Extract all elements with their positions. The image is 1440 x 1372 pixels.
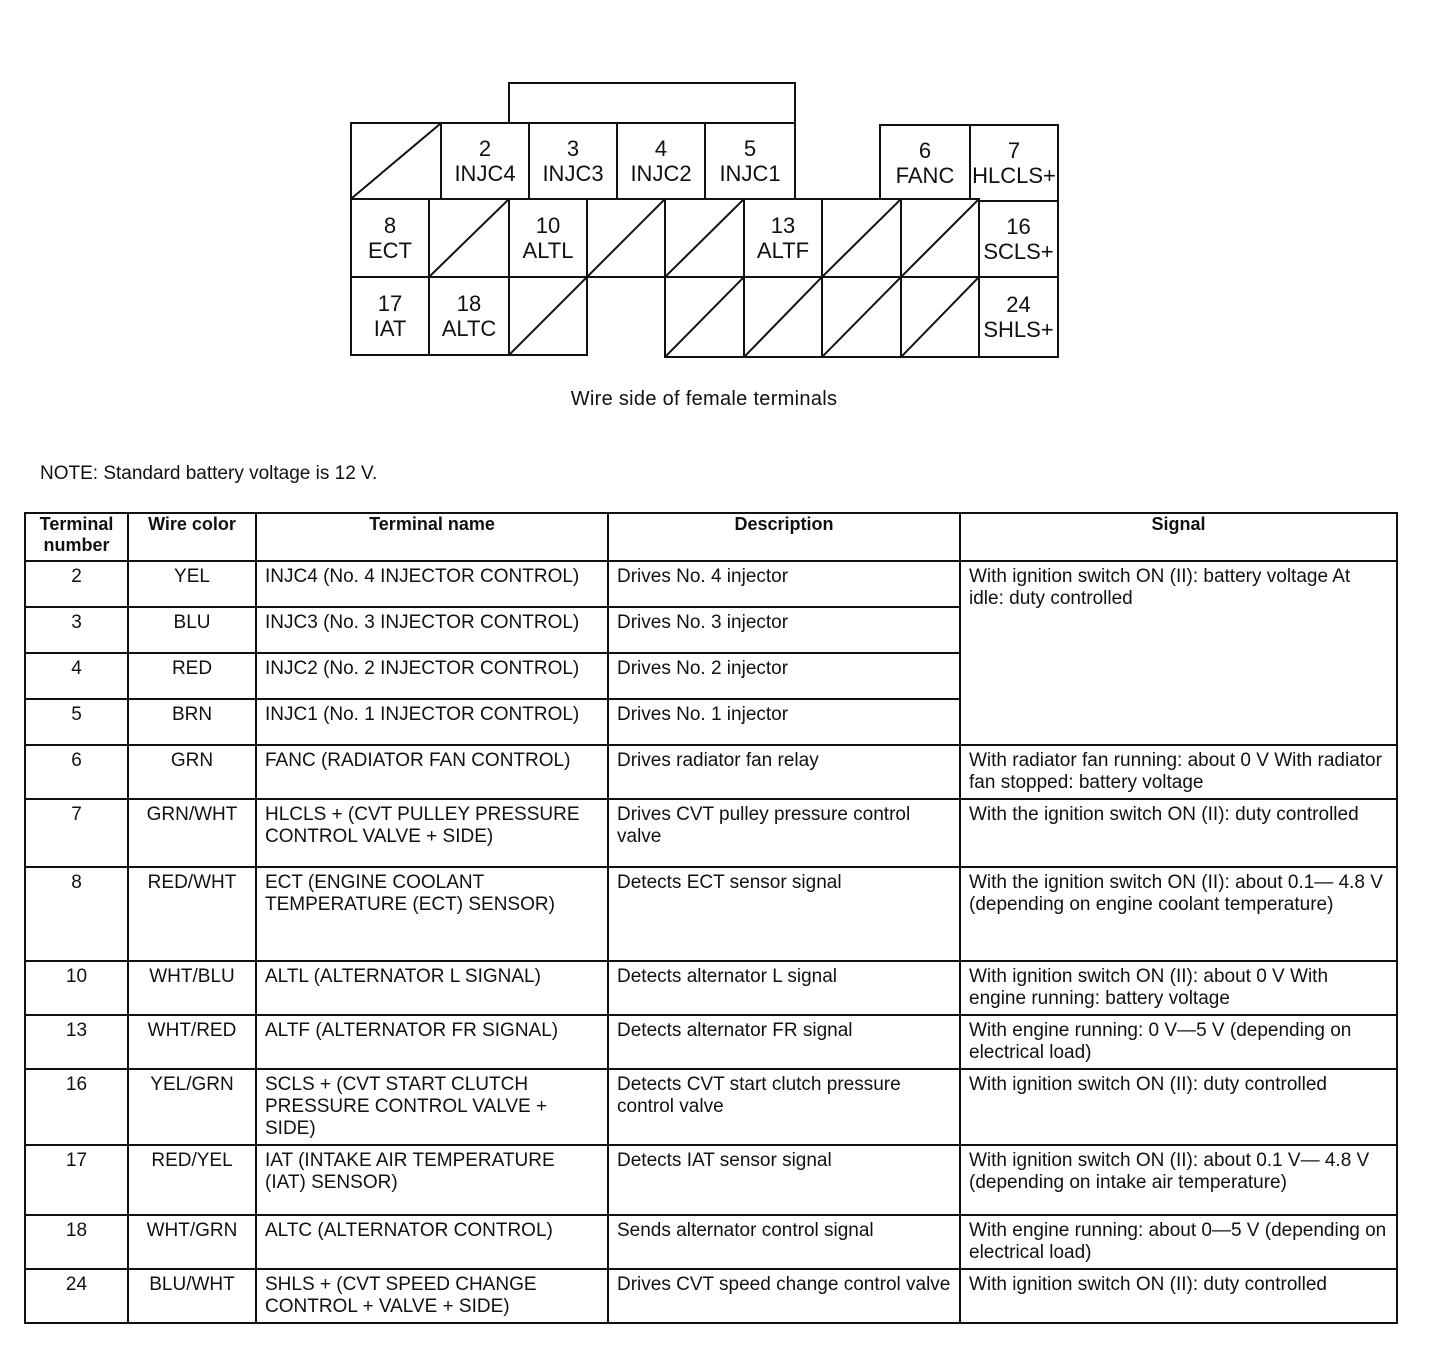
- cell-terminal-number: 7: [25, 799, 128, 867]
- cell-description: Drives radiator fan relay: [608, 745, 960, 799]
- cell-description: Drives CVT pulley pressure control valve: [608, 799, 960, 867]
- cell-terminal-number: 13: [25, 1015, 128, 1069]
- cell-description: Detects CVT start clutch pressure control valve: [608, 1069, 960, 1145]
- terminal-24: [978, 276, 1059, 358]
- cell-wire-color: BRN: [128, 699, 256, 745]
- battery-voltage-note: NOTE: Standard battery voltage is 12 V.: [40, 463, 378, 484]
- header-description: Description: [608, 513, 960, 561]
- terminal-3: [528, 122, 618, 200]
- terminal-number: 18: [456, 291, 482, 316]
- terminal-empty: [821, 276, 902, 358]
- cell-signal: With engine running: 0 V—5 V (depending on electrical load): [960, 1015, 1397, 1069]
- diagram-caption-text: Wire side of female terminals: [570, 388, 838, 410]
- terminal-18: [428, 276, 510, 356]
- cell-wire-color: YEL/GRN: [128, 1069, 256, 1145]
- terminal-6: [879, 124, 971, 202]
- terminal-label: ALTF: [756, 238, 810, 263]
- diagram-caption: [0, 388, 1440, 411]
- header-signal: Signal: [960, 513, 1397, 561]
- terminal-number: 10: [535, 213, 561, 238]
- terminal-8: [350, 198, 430, 278]
- cell-signal: With radiator fan running: about 0 V With radiator fan stopped: battery voltage: [960, 745, 1397, 799]
- terminal-label: INJC1: [719, 161, 781, 186]
- cell-terminal-number: 17: [25, 1145, 128, 1215]
- table-row: [25, 1145, 1397, 1215]
- cell-description: Drives No. 4 injector: [608, 561, 960, 607]
- cell-description: Detects ECT sensor signal: [608, 867, 960, 961]
- terminal-empty: [821, 198, 902, 278]
- terminal-number: 17: [377, 291, 403, 316]
- terminal-label: IAT: [373, 316, 407, 341]
- cell-terminal-number: 24: [25, 1269, 128, 1323]
- terminal-number: 5: [743, 136, 757, 161]
- cell-description: Drives CVT speed change control valve: [608, 1269, 960, 1323]
- terminal-number: 16: [1006, 214, 1031, 239]
- terminal-empty: [900, 198, 980, 278]
- terminal-5: [704, 122, 796, 200]
- terminal-number: 2: [478, 136, 492, 161]
- cell-signal: With ignition switch ON (II): battery voltage At idle: duty controlled: [960, 561, 1397, 745]
- terminal-empty: [664, 198, 745, 278]
- cell-wire-color: GRN: [128, 745, 256, 799]
- cell-wire-color: BLU: [128, 607, 256, 653]
- terminal-empty: [664, 276, 745, 358]
- cell-terminal-name: FANC (RADIATOR FAN CONTROL): [256, 745, 608, 799]
- table-row: [25, 799, 1397, 867]
- terminal-7: [969, 124, 1059, 202]
- terminal-number: 24: [1006, 292, 1031, 317]
- terminal-16: [978, 200, 1059, 278]
- table-row: [25, 1269, 1397, 1323]
- cell-description: Drives No. 1 injector: [608, 699, 960, 745]
- terminal-label: INJC3: [542, 161, 604, 186]
- terminal-4: [616, 122, 706, 200]
- header-terminal-number: Terminal number: [25, 513, 128, 561]
- cell-wire-color: RED/YEL: [128, 1145, 256, 1215]
- cell-terminal-name: SCLS + (CVT START CLUTCH PRESSURE CONTROL VALVE + SIDE): [256, 1069, 608, 1145]
- cell-description: Drives No. 3 injector: [608, 607, 960, 653]
- cell-terminal-number: 8: [25, 867, 128, 961]
- cell-terminal-number: 2: [25, 561, 128, 607]
- cell-wire-color: WHT/RED: [128, 1015, 256, 1069]
- header-terminal-name: Terminal name: [256, 513, 608, 561]
- cell-signal: With ignition switch ON (II): about 0.1 V— 4.8 V (depending on intake air temperature): [960, 1145, 1397, 1215]
- cell-signal: With the ignition switch ON (II): about 0.1— 4.8 V (depending on engine coolant temperature): [960, 867, 1397, 961]
- cell-description: Detects alternator FR signal: [608, 1015, 960, 1069]
- cell-terminal-number: 18: [25, 1215, 128, 1269]
- terminal-number: 4: [654, 136, 668, 161]
- terminal-empty: [743, 276, 823, 358]
- header-wire-color: Wire color: [128, 513, 256, 561]
- table-row: [25, 867, 1397, 961]
- terminal-empty: [508, 276, 588, 356]
- cell-description: Sends alternator control signal: [608, 1215, 960, 1269]
- connector-diagram: [0, 0, 1440, 420]
- terminal-number: 6: [918, 138, 932, 163]
- cell-signal: With engine running: about 0—5 V (depending on electrical load): [960, 1215, 1397, 1269]
- table-row: [25, 1015, 1397, 1069]
- terminal-label: ALTC: [441, 316, 497, 341]
- cell-terminal-name: IAT (INTAKE AIR TEMPERATURE (IAT) SENSOR): [256, 1145, 608, 1215]
- cell-description: Detects IAT sensor signal: [608, 1145, 960, 1215]
- cell-terminal-number: 3: [25, 607, 128, 653]
- cell-terminal-number: 5: [25, 699, 128, 745]
- table-row: [25, 745, 1397, 799]
- cell-terminal-name: ALTL (ALTERNATOR L SIGNAL): [256, 961, 608, 1015]
- cell-wire-color: WHT/GRN: [128, 1215, 256, 1269]
- cell-signal: With ignition switch ON (II): duty controlled: [960, 1269, 1397, 1323]
- cell-terminal-name: ECT (ENGINE COOLANT TEMPERATURE (ECT) SENSOR): [256, 867, 608, 961]
- cell-signal: With ignition switch ON (II): about 0 V With engine running: battery voltage: [960, 961, 1397, 1015]
- table-row: [25, 1069, 1397, 1145]
- terminal-label: INJC4: [454, 161, 516, 186]
- cell-terminal-name: HLCLS + (CVT PULLEY PRESSURE CONTROL VALVE + SIDE): [256, 799, 608, 867]
- cell-terminal-name: SHLS + (CVT SPEED CHANGE CONTROL + VALVE + SIDE): [256, 1269, 608, 1323]
- cell-wire-color: BLU/WHT: [128, 1269, 256, 1323]
- terminal-number: 3: [566, 136, 580, 161]
- terminal-number: 13: [770, 213, 796, 238]
- cell-terminal-number: 4: [25, 653, 128, 699]
- cell-wire-color: YEL: [128, 561, 256, 607]
- table-row: [25, 961, 1397, 1015]
- cell-signal: With the ignition switch ON (II): duty controlled: [960, 799, 1397, 867]
- cell-terminal-name: ALTC (ALTERNATOR CONTROL): [256, 1215, 608, 1269]
- cell-terminal-name: INJC2 (No. 2 INJECTOR CONTROL): [256, 653, 608, 699]
- cell-wire-color: RED: [128, 653, 256, 699]
- terminal-label: ALTL: [522, 238, 574, 263]
- terminal-13: [743, 198, 823, 278]
- terminal-label: SCLS+: [983, 239, 1054, 264]
- terminal-10: [508, 198, 588, 278]
- terminal-17: [350, 276, 430, 356]
- terminal-label: SHLS+: [983, 317, 1054, 342]
- cell-terminal-number: 6: [25, 745, 128, 799]
- terminal-label: INJC2: [630, 161, 692, 186]
- terminal-2: [440, 122, 530, 200]
- cell-signal: With ignition switch ON (II): duty controlled: [960, 1069, 1397, 1145]
- terminal-label: HLCLS+: [972, 163, 1056, 188]
- table-header-row: [25, 513, 1397, 561]
- cell-wire-color: RED/WHT: [128, 867, 256, 961]
- terminal-empty: [900, 276, 980, 358]
- cell-terminal-number: 10: [25, 961, 128, 1015]
- cell-terminal-name: INJC4 (No. 4 INJECTOR CONTROL): [256, 561, 608, 607]
- table-row: [25, 561, 1397, 607]
- terminal-label: FANC: [895, 163, 955, 188]
- terminal-empty: [350, 122, 442, 200]
- cell-terminal-name: INJC1 (No. 1 INJECTOR CONTROL): [256, 699, 608, 745]
- terminal-label: ECT: [368, 238, 412, 263]
- cell-terminal-name: ALTF (ALTERNATOR FR SIGNAL): [256, 1015, 608, 1069]
- cell-wire-color: GRN/WHT: [128, 799, 256, 867]
- cell-description: Drives No. 2 injector: [608, 653, 960, 699]
- terminal-empty: [586, 198, 666, 278]
- connector-lock-tab: [508, 82, 796, 124]
- cell-wire-color: WHT/BLU: [128, 961, 256, 1015]
- table-row: [25, 1215, 1397, 1269]
- terminal-number: 8: [383, 213, 397, 238]
- terminal-number: 7: [1007, 138, 1021, 163]
- terminal-empty: [428, 198, 510, 278]
- terminal-table: [24, 512, 1398, 1324]
- cell-terminal-name: INJC3 (No. 3 INJECTOR CONTROL): [256, 607, 608, 653]
- cell-terminal-number: 16: [25, 1069, 128, 1145]
- cell-description: Detects alternator L signal: [608, 961, 960, 1015]
